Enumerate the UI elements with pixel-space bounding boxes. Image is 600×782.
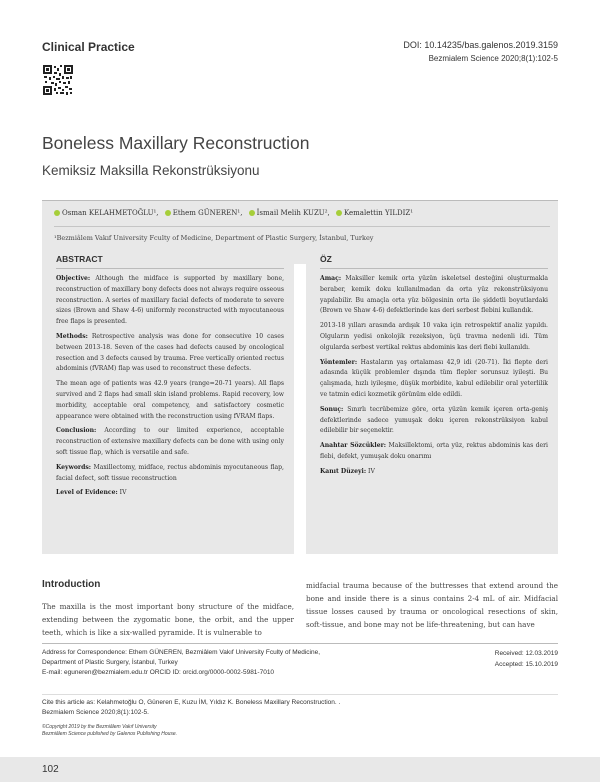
article-dates xyxy=(495,648,558,670)
divider xyxy=(320,268,548,269)
abstract-objective: Objective: Although the midface is supported by maxillary bone, reconstruction of maxillary bony defects does not always require osseous reconstruction. A series of maxillary facial defects of moderate to severe sizes (Brown and Shaw 4-6) uniformly reconstructed with myocutaneous free flaps is presented. xyxy=(56,275,285,326)
copyright-notice: ©Copyright 2019 by the Bezmiâlem Vakıf University Bezmiâlem Science published by Galenos Publishing House. xyxy=(42,724,178,737)
abstract-conclusion: Sonuç: Sınırlı tecrübemize göre, orta yüzün kemik içeren orta-geniş defektlerinde sadece yumuşak doku içeren rekonstrüksiyon kabul edilebilir bir seçenektir. xyxy=(320,405,549,435)
abstract-evidence: Level of Evidence: IV xyxy=(56,489,127,497)
orcid-icon[interactable] xyxy=(165,210,171,216)
abstract-methods: Methods: Retrospective analysis was done for consecutive 10 cases between 2013-18. Seven of the cases had defects caused by oncological resection and 3 defects caused by trauma. Free vertically oriented rectus abdominis (fVRAM) flap was used to reconstruct these defects. xyxy=(56,332,285,373)
section-label: Clinical Practice xyxy=(42,40,135,54)
divider xyxy=(42,643,558,644)
page-footer-bar xyxy=(0,757,600,782)
orcid-icon[interactable] xyxy=(336,210,342,216)
author: Kemalettin YILDIZ¹ xyxy=(336,209,413,217)
orcid-icon[interactable] xyxy=(249,210,255,216)
correspondence-email[interactable]: E-mail: eguneren@bezmialem.edu.tr ORCID ID: orcid.org/0000-0002-5981-7010 xyxy=(42,669,275,676)
received-date: Received: 12.03.2019 xyxy=(494,650,558,657)
accepted-date: Accepted: 15.10.2019 xyxy=(494,661,558,668)
orcid-icon[interactable] xyxy=(54,210,60,216)
abstract-turkish xyxy=(306,248,558,554)
abstract-keywords: Keywords: Maxillectomy, midface, rectus abdominis myocutaneous flap, facial defect, soft tissue reconstruction xyxy=(56,463,284,482)
page-number: 102 xyxy=(42,764,59,775)
author: İsmail Melih KUZU², xyxy=(249,209,330,217)
abstract-results: The mean age of patients was 42.9 years (range=20-71 years). All flaps survived and 2 flaps had small skin island problems. Rapid recovery, low morbidity, acceptable oral competency, and satisfactory cosmetic appearance were obtained with the reconstruction using fVRAM flaps. xyxy=(56,380,284,420)
citation: Cite this article as: Kelahmetoğlu O, Güneren E, Kuzu İM, Yıldız K. Boneless Maxillary Reconstruction. . Bezmialem Science 2020;8(1):102-5. xyxy=(42,699,341,716)
abstract-keywords: Anahtar Sözcükler: Maksillektomi, orta yüz, rektus abdominis kas deri flebi, defekt, yumuşak doku onarımı xyxy=(320,442,549,460)
introduction-column-2: midfacial trauma because of the buttresses that extend around the bone and inside there is a sinus contains 2-4 mL of air. Midfacial tissue losses caused by trauma or oncological resections of skin, soft-tissue, and bone may not be life-threatening, but can have xyxy=(306,581,558,629)
abstract-evidence: Kanıt Düzeyi: IV xyxy=(320,467,375,475)
correspondence-address: Address for Correspondence: Ethem GÜNEREN, Bezmiâlem Vakıf University Fculty of Medicine, Department of Plastic Surgery, İstanbul, Turkey E-mail: eguneren@bezmialem.edu.tr ORCID ID: orcid.org/0000-0002-5981-7010 xyxy=(42,648,442,678)
doi[interactable]: DOI: 10.14235/bas.galenos.2019.3159 xyxy=(403,40,558,50)
divider xyxy=(56,268,284,269)
abstract-methods: 2013-18 yılları arasında ardışık 10 vaka için retrospektif analiz yapıldı. Olguların yedisi onkolojik rezeksiyon, üçü travma nedenli idi. Tüm olgularda serbest vertikal rektus abdominis kas deri flebi kullanıldı. xyxy=(320,322,548,351)
abstract-heading: ABSTRACT xyxy=(56,254,103,264)
qr-code-icon xyxy=(42,64,74,96)
abstract-results: Yöntemler: Hastaların yaş ortalaması 42,9 idi (20-71). İki flepte deri adasında küçük problemler dışında tüm flepler sorunsuz iyileşti. Bu çalışmada, hızlı iyileşme, düşük morbidite, kabul edilebilir oral yeterlilik ve tatmin edici kozmetik görünüm elde edildi. xyxy=(320,358,548,398)
article-title: Boneless Maxillary Reconstruction xyxy=(42,133,310,153)
article-subtitle: Kemiksiz Maksilla Rekonstrüksiyonu xyxy=(42,163,260,178)
abstract-objective: Amaç: Maksiller kemik orta yüzün iskeletsel desteğini oluşturmakla beraber, kemik doku kullanılmadan da orta yüz rekonstrüksiyonu yapılabilir. Bu amaçla orta yüz bölgesinin orta ile şiddetli boyutlardaki (Brown ve Shaw 4-6) defektlerinde kas deri serbest flebini kullandık. xyxy=(320,275,549,315)
divider xyxy=(42,694,558,695)
journal-reference: Bezmialem Science 2020;8(1):102-5 xyxy=(428,54,558,63)
abstract-conclusion: Conclusion: According to our limited experience, acceptable reconstruction of extensive maxillary defects can be done with using only soft tissue flap, which is versatile and safe. xyxy=(56,427,285,456)
abstract-english xyxy=(42,248,294,554)
author: Osman KELAHMETOĞLU¹, xyxy=(54,209,159,217)
divider xyxy=(54,226,550,227)
abstract-heading: ÖZ xyxy=(320,254,332,264)
introduction-heading: Introduction xyxy=(42,579,101,590)
author: Ethem GÜNEREN¹, xyxy=(165,209,243,217)
author-list xyxy=(54,209,417,217)
introduction-column-1: The maxilla is the most important bony structure of the midface, extending between the zygomatic bone, the orbit, and the upper teeth, which is like a six-walled pyramide. It is vulnerable to xyxy=(42,602,294,637)
affiliation-1: ¹Bezmiâlem Vakıf University Fculty of Medicine, Department of Plastic Surgery, İstanbul, Turkey xyxy=(54,234,374,242)
